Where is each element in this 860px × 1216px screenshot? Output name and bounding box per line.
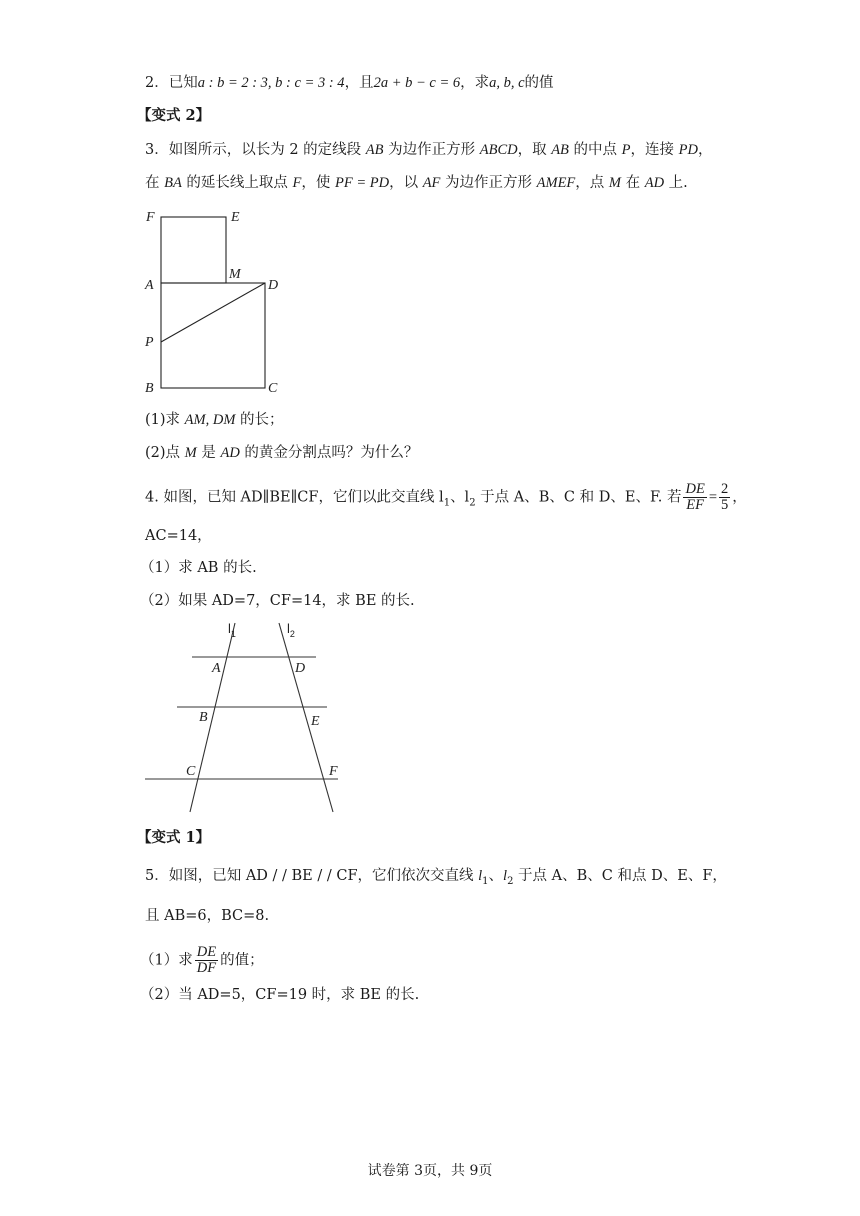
- q2-line: [145, 73, 554, 93]
- label-E: E: [311, 714, 320, 729]
- fraction-de-df: [195, 945, 218, 976]
- q3-sub-1: [145, 410, 284, 430]
- q4-line-1: [145, 482, 747, 513]
- fraction-denominator: EF: [686, 497, 704, 513]
- q4-sub: 1: [443, 497, 451, 509]
- q3-var: BA: [164, 175, 182, 191]
- q4-text: 4. 如图，已知 AD∥BE∥CF，它们以此交直线 l: [145, 489, 444, 506]
- q3-text: ，使: [301, 175, 336, 191]
- q4-sub: 2: [469, 497, 476, 509]
- q3-figure: [140, 205, 290, 395]
- label-M: M: [229, 267, 241, 282]
- q3-text: 在: [621, 175, 645, 191]
- q3-text: ，取: [517, 142, 552, 158]
- q3-text: ，以: [389, 175, 423, 191]
- q3-text: 的黄金分割点吗？为什么？: [239, 445, 419, 461]
- q3-text: 的长；: [235, 412, 284, 428]
- line-l1: [190, 623, 235, 812]
- label-E: E: [231, 210, 240, 225]
- q3-var: AD: [644, 175, 665, 191]
- q3-var: AD: [220, 445, 240, 461]
- q3-text: 的延长线上取点: [181, 175, 293, 191]
- q3-text: 的中点: [568, 142, 622, 158]
- fraction-numerator: DE: [196, 944, 217, 960]
- q3-text: 为边作正方形: [383, 142, 480, 158]
- label-F: F: [146, 210, 155, 225]
- q3-text: 如图所示，以长为 2 的定线段: [168, 142, 366, 158]
- q3-sub-2: [145, 443, 418, 463]
- label-D: D: [268, 278, 279, 293]
- label-l2: $l_2$: [287, 621, 295, 639]
- label-C: C: [186, 764, 196, 779]
- q2-equation: 2a + b − c = 6: [373, 75, 461, 91]
- label-l1: $l_1$: [228, 621, 236, 639]
- q3-text: 上.: [664, 175, 688, 191]
- q3-text: 在: [145, 175, 165, 191]
- q5-text: 的值；: [220, 952, 264, 969]
- q3-line-2: [145, 173, 688, 193]
- q4-figure: [140, 615, 360, 820]
- fraction-numerator: 2: [721, 481, 729, 497]
- q2-number: 2．: [145, 75, 169, 91]
- q3-var: AMEF: [536, 175, 576, 191]
- q3-var: AB: [551, 142, 569, 158]
- label-D: D: [295, 661, 306, 676]
- q3-var: PD: [678, 142, 698, 158]
- q5-text: 5．如图，已知 AD / / BE / / CF，它们依次交直线: [145, 868, 479, 884]
- label-P: P: [145, 335, 154, 350]
- fraction-denominator: DF: [196, 960, 217, 976]
- label-F: F: [329, 764, 338, 779]
- q5-var: l: [478, 868, 483, 884]
- q3-line-1: [145, 140, 712, 160]
- segment-pd: [161, 283, 265, 342]
- q5-var: l: [503, 868, 508, 884]
- q5-line-1: [145, 866, 727, 892]
- q3-var: AF: [422, 175, 441, 191]
- variant-1-heading: 【变式 1】: [137, 829, 211, 846]
- q3-var: PF = PD: [335, 175, 390, 191]
- q4-part-1: （1）求 AB 的长.: [140, 560, 257, 576]
- q2-text: ，求: [460, 75, 490, 91]
- q5-part-1: [140, 945, 264, 976]
- line-l2: [279, 623, 333, 812]
- q5-text: 、: [488, 868, 504, 884]
- q2-text: ，且: [344, 75, 374, 91]
- q3-text: 是: [196, 445, 221, 461]
- fraction-de-ef: [683, 482, 706, 513]
- q2-vars: a, b, c: [489, 75, 525, 91]
- q5-sub: 2: [507, 875, 514, 887]
- q2-text: 的值: [524, 75, 554, 91]
- q3-text: (1)求: [145, 412, 185, 428]
- label-B: B: [199, 710, 208, 725]
- fraction-numerator: DE: [685, 481, 705, 497]
- equals-sign: =: [708, 489, 717, 506]
- q4-text: 、l: [450, 489, 470, 506]
- q3-number: 3．: [145, 142, 169, 158]
- q4-line-2: AC=14，: [145, 528, 212, 544]
- q3-text: (2)点: [145, 445, 185, 461]
- label-C: C: [268, 381, 278, 396]
- q3-var: F: [292, 175, 302, 191]
- q5-text: （1）求: [140, 952, 193, 969]
- label-B: B: [145, 381, 154, 396]
- square-abcd: [161, 283, 265, 388]
- label-A: A: [212, 661, 221, 676]
- q5-part-2: （2）当 AD=5，CF=19 时，求 BE 的长.: [140, 987, 420, 1003]
- fraction-2-5: [719, 482, 730, 513]
- label-A: A: [145, 278, 154, 293]
- q3-var: P: [621, 142, 631, 158]
- q5-text: 于点 A、B、C 和点 D、E、F，: [513, 868, 727, 884]
- q3-text: ，连接: [630, 142, 679, 158]
- square-amef: [161, 217, 226, 283]
- q2-ratio: a : b = 2 : 3, b : c = 3 : 4: [197, 75, 345, 91]
- q3-text: 为边作正方形: [440, 175, 537, 191]
- q5-line-2: 且 AB=6，BC=8.: [145, 908, 270, 924]
- q2-text: 已知: [168, 75, 198, 91]
- page-footer: 试卷第 3页，共 9页: [367, 1163, 493, 1179]
- q4-text: 于点 A、B、C 和 D、E、F. 若: [475, 489, 682, 506]
- q3-var: AM, DM: [184, 412, 236, 428]
- q5-sub: 1: [482, 875, 489, 887]
- q3-var: AB: [365, 142, 384, 158]
- fraction-denominator: 5: [721, 497, 729, 513]
- q3-text: ，点: [575, 175, 609, 191]
- q3-text: ，: [697, 142, 713, 158]
- q3-var: ABCD: [479, 142, 518, 158]
- q3-var: M: [608, 175, 621, 191]
- q3-var: M: [184, 445, 197, 461]
- q4-part-2: （2）如果 AD=7，CF=14，求 BE 的长.: [140, 593, 415, 609]
- q4-text: ，: [732, 489, 747, 506]
- variant-2-heading: 【变式 2】: [137, 107, 211, 124]
